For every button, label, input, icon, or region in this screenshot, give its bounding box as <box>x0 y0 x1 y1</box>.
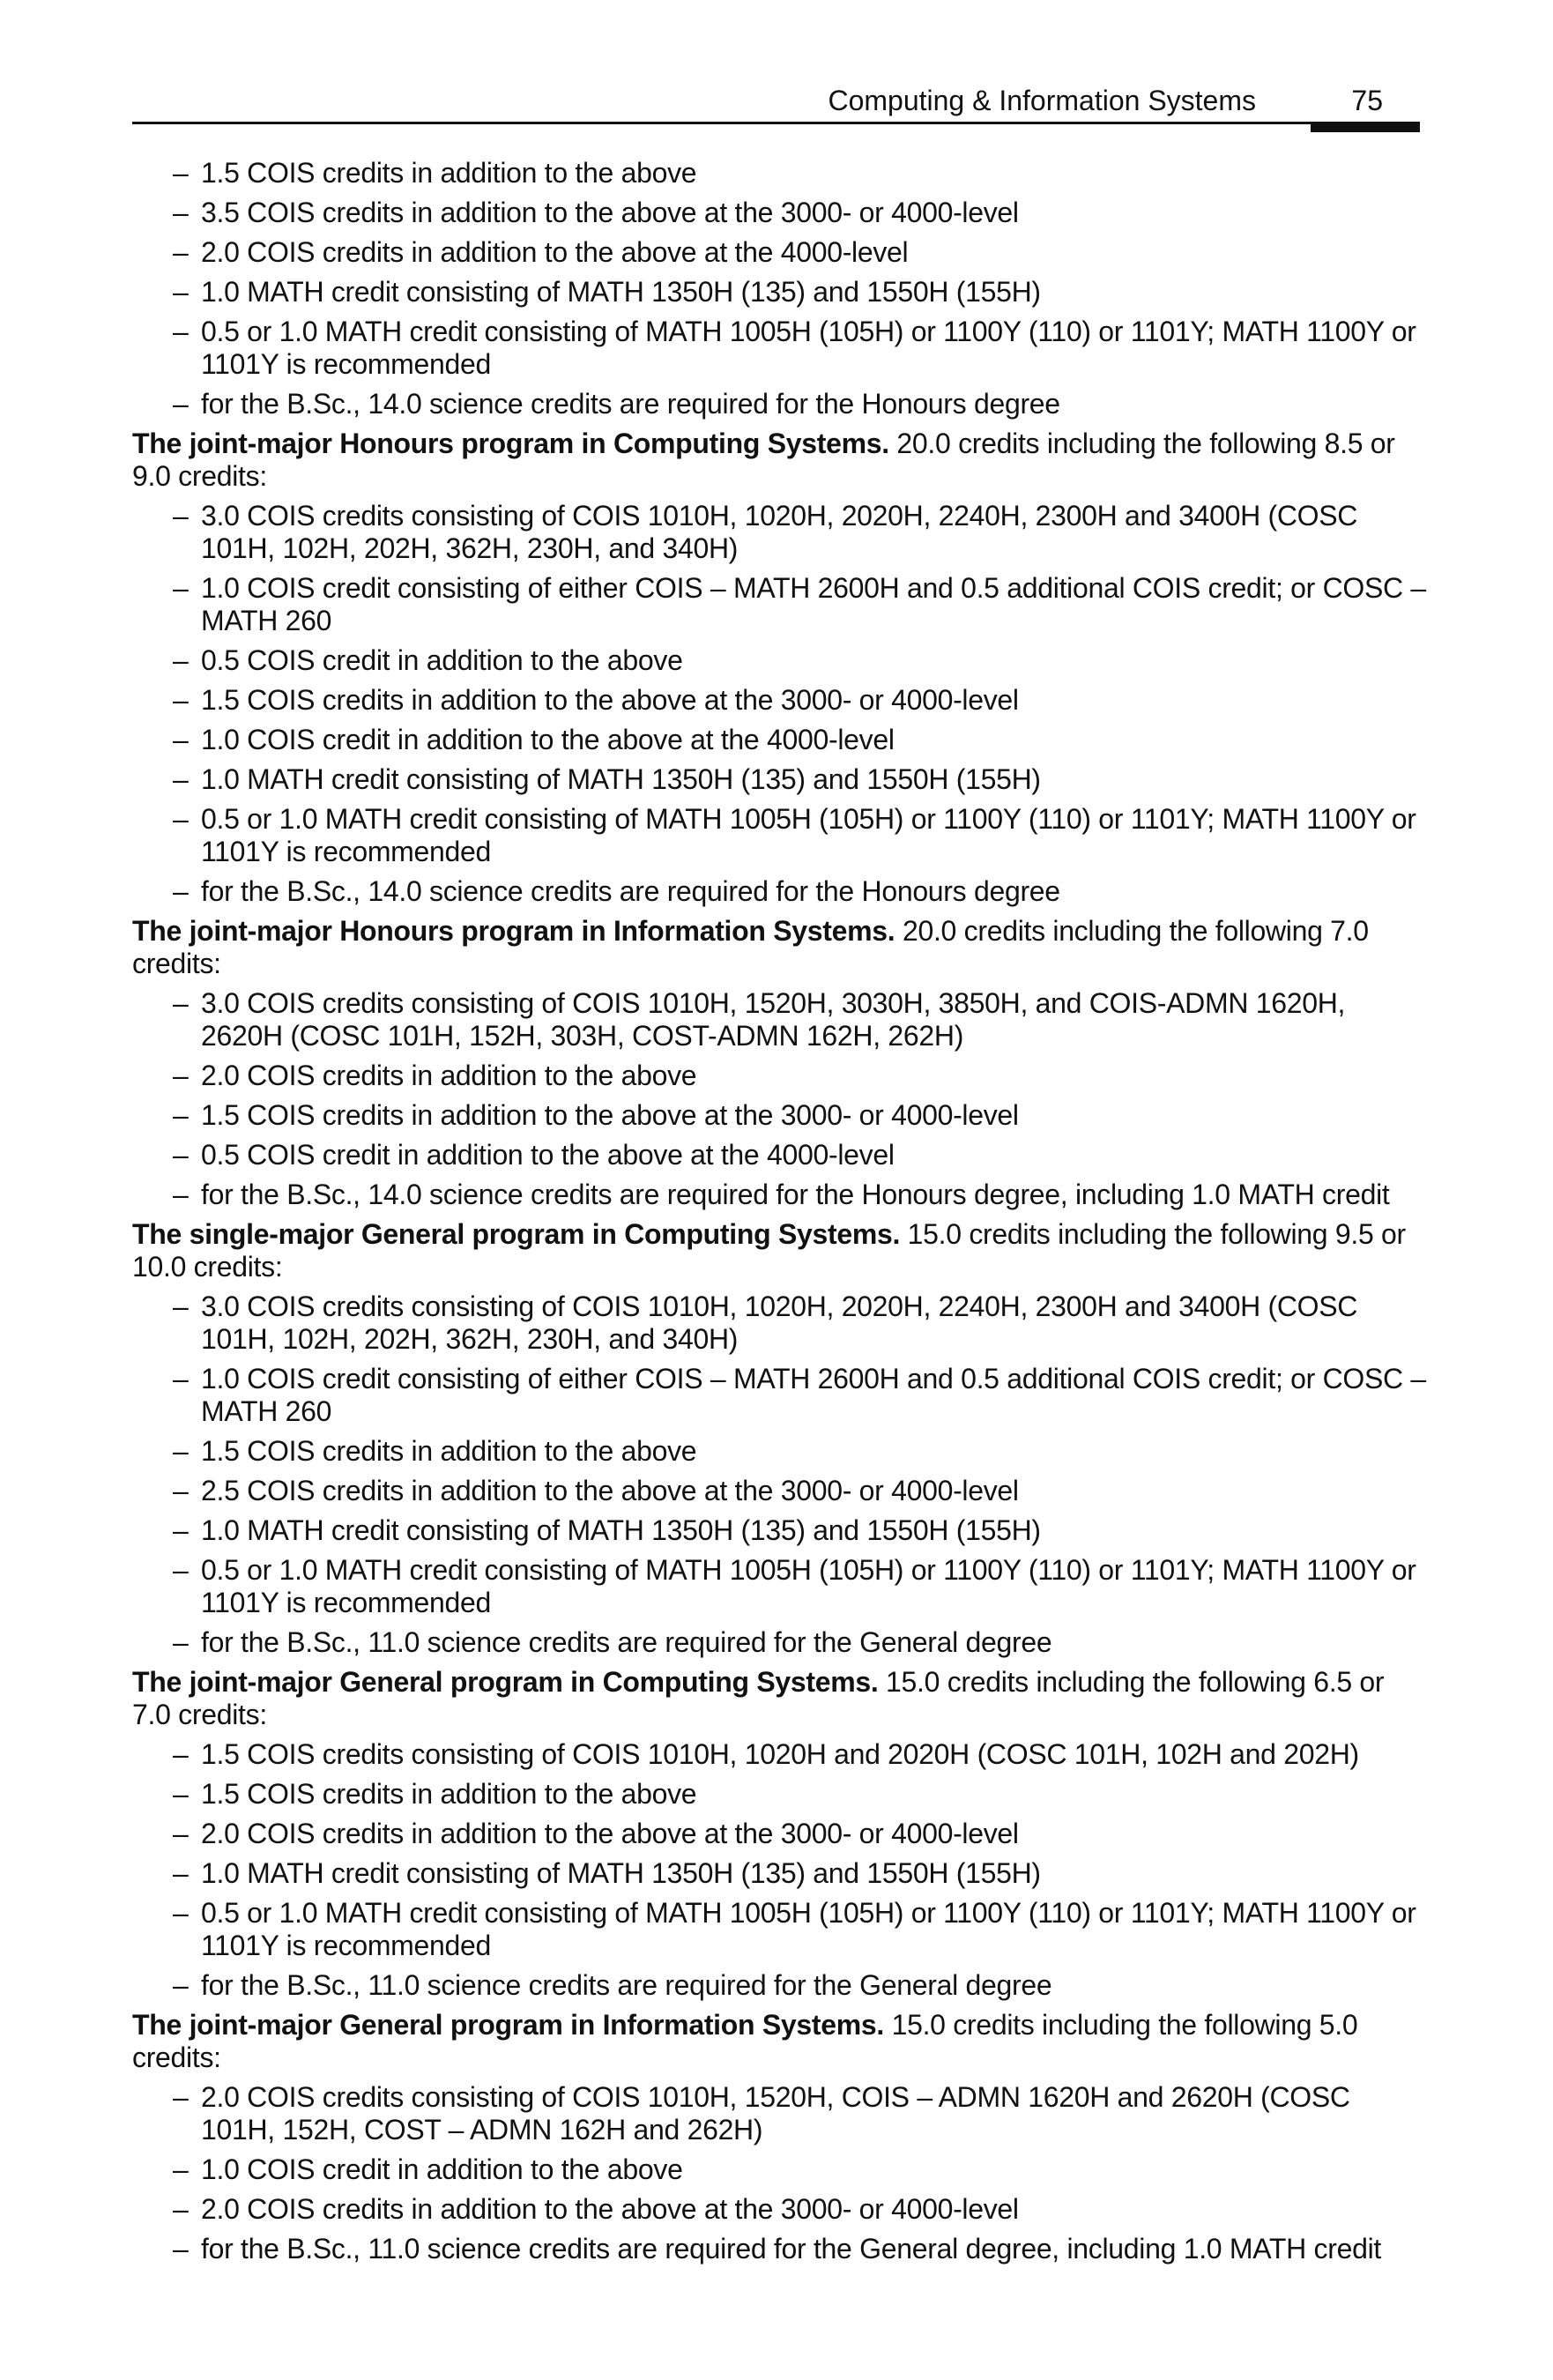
list-dash-bullet: – <box>173 2233 189 2265</box>
header-rule-bar <box>1311 122 1420 132</box>
requirement-list <box>132 987 1428 1211</box>
list-dash-bullet: – <box>173 1099 189 1131</box>
requirement-text: 1.5 COIS credits in addition to the above <box>201 1435 697 1467</box>
requirement-text: 0.5 or 1.0 MATH credit consisting of MATH 1005H (105H) or 1100Y (110) or 1101Y; MATH 1100Y or 1101Y is recommended <box>201 803 1416 867</box>
requirement-item <box>132 875 1428 908</box>
requirement-list <box>132 157 1428 420</box>
program-section <box>132 1666 1428 2002</box>
list-dash-bullet: – <box>173 1514 189 1546</box>
program-credit-summary: 15.0 credits including the following 5.0 credits: <box>132 2009 1358 2073</box>
requirement-item <box>132 276 1428 309</box>
requirement-item <box>132 1857 1428 1890</box>
requirement-text: 3.0 COIS credits consisting of COIS 1010H, 1020H, 2020H, 2240H, 2300H and 3400H (COSC 101H, 102H, 202H, 362H, 230H, and 340H) <box>201 500 1358 564</box>
program-heading <box>132 1666 1428 1731</box>
requirement-item <box>132 500 1428 565</box>
requirement-item <box>132 572 1428 637</box>
requirement-item <box>132 1554 1428 1619</box>
requirement-item <box>132 1514 1428 1547</box>
program-section <box>132 157 1428 420</box>
requirement-text: 2.0 COIS credits in addition to the above <box>201 1060 697 1091</box>
requirement-item <box>132 2193 1428 2226</box>
list-dash-bullet: – <box>173 1778 189 1810</box>
requirement-item <box>132 1778 1428 1811</box>
requirement-text: 1.0 COIS credit in addition to the above <box>201 2153 683 2185</box>
program-credit-summary: 15.0 credits including the following 9.5 or 10.0 credits: <box>132 1218 1406 1283</box>
requirement-item <box>132 1897 1428 1962</box>
requirement-text: for the B.Sc., 11.0 science credits are required for the General degree, including 1.0 MATH credit <box>201 2233 1381 2265</box>
requirement-item <box>132 684 1428 717</box>
list-dash-bullet: – <box>173 1857 189 1889</box>
requirement-item <box>132 644 1428 677</box>
list-dash-bullet: – <box>173 1290 189 1322</box>
list-dash-bullet: – <box>173 724 189 755</box>
requirement-text: 2.5 COIS credits in addition to the above at the 3000- or 4000-level <box>201 1475 1019 1506</box>
list-dash-bullet: – <box>173 1626 189 1658</box>
program-section <box>132 1218 1428 1659</box>
requirement-item <box>132 1179 1428 1211</box>
list-dash-bullet: – <box>173 1363 189 1395</box>
requirement-item <box>132 2153 1428 2186</box>
requirement-text: 1.5 COIS credits in addition to the above at the 3000- or 4000-level <box>201 1099 1019 1131</box>
list-dash-bullet: – <box>173 875 189 907</box>
list-dash-bullet: – <box>173 1475 189 1506</box>
running-header-title: Computing & Information Systems <box>828 85 1256 116</box>
requirement-item <box>132 316 1428 381</box>
requirement-text: 0.5 COIS credit in addition to the above <box>201 644 683 676</box>
requirement-text: 1.0 MATH credit consisting of MATH 1350H (135) and 1550H (155H) <box>201 1514 1041 1546</box>
list-dash-bullet: – <box>173 1435 189 1467</box>
program-requirements <box>132 157 1428 2272</box>
list-dash-bullet: – <box>173 2153 189 2185</box>
list-dash-bullet: – <box>173 763 189 795</box>
requirement-item <box>132 1290 1428 1356</box>
requirement-text: 3.5 COIS credits in addition to the above at the 3000- or 4000-level <box>201 197 1019 228</box>
requirement-text: for the B.Sc., 11.0 science credits are required for the General degree <box>201 1626 1052 1658</box>
program-credit-summary: 20.0 credits including the following 7.0 credits: <box>132 915 1369 979</box>
requirement-text: for the B.Sc., 11.0 science credits are required for the General degree <box>201 1969 1052 2001</box>
list-dash-bullet: – <box>173 1818 189 1849</box>
list-dash-bullet: – <box>173 157 189 189</box>
requirement-text: 1.5 COIS credits in addition to the above <box>201 1778 697 1810</box>
program-title: The joint-major General program in Information Systems. <box>132 2009 884 2041</box>
requirement-text: 0.5 or 1.0 MATH credit consisting of MATH 1005H (105H) or 1100Y (110) or 1101Y; MATH 1100Y or 1101Y is recommended <box>201 1897 1416 1961</box>
requirement-item <box>132 1969 1428 2002</box>
list-dash-bullet: – <box>173 1969 189 2001</box>
requirement-text: 0.5 or 1.0 MATH credit consisting of MATH 1005H (105H) or 1100Y (110) or 1101Y; MATH 1100Y or 1101Y is recommended <box>201 316 1416 380</box>
requirement-list <box>132 500 1428 908</box>
requirement-text: 1.0 COIS credit consisting of either COIS – MATH 2600H and 0.5 additional COIS credit; or COSC – MATH 260 <box>201 572 1426 636</box>
list-dash-bullet: – <box>173 2081 189 2113</box>
requirement-item <box>132 1626 1428 1659</box>
program-heading <box>132 1218 1428 1283</box>
list-dash-bullet: – <box>173 1554 189 1586</box>
requirement-item <box>132 1060 1428 1092</box>
program-heading <box>132 2009 1428 2074</box>
requirement-text: 0.5 COIS credit in addition to the above at the 4000-level <box>201 1139 895 1171</box>
program-credit-summary: 15.0 credits including the following 6.5 or 7.0 credits: <box>132 1666 1385 1730</box>
requirement-text: 1.0 COIS credit in addition to the above at the 4000-level <box>201 724 895 755</box>
requirement-text: 1.5 COIS credits consisting of COIS 1010H, 1020H and 2020H (COSC 101H, 102H and 202H) <box>201 1738 1359 1770</box>
requirement-item <box>132 803 1428 868</box>
program-title: The joint-major General program in Computing Systems. <box>132 1666 879 1698</box>
requirement-item <box>132 1435 1428 1468</box>
program-section <box>132 915 1428 1211</box>
requirement-item <box>132 987 1428 1052</box>
requirement-text: 3.0 COIS credits consisting of COIS 1010H, 1520H, 3030H, 3850H, and COIS-ADMN 1620H, 2620H (COSC 101H, 152H, 303H, COST-ADMN 162H, 262H) <box>201 987 1346 1052</box>
requirement-list <box>132 2081 1428 2265</box>
list-dash-bullet: – <box>173 1738 189 1770</box>
program-title: The joint-major Honours program in Computing Systems. <box>132 428 889 459</box>
requirement-item <box>132 1818 1428 1850</box>
requirement-item <box>132 763 1428 796</box>
requirement-text: for the B.Sc., 14.0 science credits are required for the Honours degree <box>201 875 1060 907</box>
list-dash-bullet: – <box>173 1179 189 1210</box>
requirement-text: 3.0 COIS credits consisting of COIS 1010H, 1020H, 2020H, 2240H, 2300H and 3400H (COSC 101H, 102H, 202H, 362H, 230H, and 340H) <box>201 1290 1358 1355</box>
requirement-item <box>132 724 1428 756</box>
requirement-text: 2.0 COIS credits consisting of COIS 1010H, 1520H, COIS – ADMN 1620H and 2620H (COSC 101H, 152H, COST – ADMN 162H and 262H) <box>201 2081 1350 2146</box>
program-credit-summary: 20.0 credits including the following 8.5 or 9.0 credits: <box>132 428 1395 492</box>
program-section <box>132 428 1428 908</box>
requirement-text: 2.0 COIS credits in addition to the above at the 3000- or 4000-level <box>201 2193 1019 2225</box>
requirement-item <box>132 1363 1428 1428</box>
requirement-item <box>132 157 1428 190</box>
list-dash-bullet: – <box>173 1897 189 1929</box>
requirement-text: 0.5 or 1.0 MATH credit consisting of MATH 1005H (105H) or 1100Y (110) or 1101Y; MATH 1100Y or 1101Y is recommended <box>201 1554 1416 1618</box>
page-number: 75 <box>1351 85 1383 116</box>
requirement-text: for the B.Sc., 14.0 science credits are required for the Honours degree, including 1.0 MATH credit <box>201 1179 1390 1210</box>
requirement-text: for the B.Sc., 14.0 science credits are required for the Honours degree <box>201 388 1060 420</box>
requirement-item <box>132 1099 1428 1132</box>
requirement-list <box>132 1290 1428 1659</box>
program-section <box>132 2009 1428 2265</box>
program-heading <box>132 428 1428 493</box>
list-dash-bullet: – <box>173 803 189 835</box>
list-dash-bullet: – <box>173 2193 189 2225</box>
requirement-item <box>132 236 1428 269</box>
list-dash-bullet: – <box>173 388 189 420</box>
requirement-text: 2.0 COIS credits in addition to the above at the 3000- or 4000-level <box>201 1818 1019 1849</box>
list-dash-bullet: – <box>173 987 189 1019</box>
requirement-item <box>132 2233 1428 2265</box>
requirement-text: 1.5 COIS credits in addition to the above <box>201 157 697 189</box>
requirement-text: 1.0 COIS credit consisting of either COIS – MATH 2600H and 0.5 additional COIS credit; or COSC – MATH 260 <box>201 1363 1426 1427</box>
requirement-text: 2.0 COIS credits in addition to the above at the 4000-level <box>201 236 909 268</box>
requirement-item <box>132 197 1428 229</box>
requirement-item <box>132 388 1428 420</box>
requirement-text: 1.0 MATH credit consisting of MATH 1350H (135) and 1550H (155H) <box>201 1857 1041 1889</box>
program-heading <box>132 915 1428 980</box>
list-dash-bullet: – <box>173 1060 189 1091</box>
requirement-item <box>132 1475 1428 1507</box>
requirement-list <box>132 1738 1428 2002</box>
program-title: The single-major General program in Computing Systems. <box>132 1218 901 1250</box>
list-dash-bullet: – <box>173 500 189 532</box>
list-dash-bullet: – <box>173 197 189 228</box>
requirement-text: 1.0 MATH credit consisting of MATH 1350H (135) and 1550H (155H) <box>201 276 1041 308</box>
list-dash-bullet: – <box>173 684 189 716</box>
requirement-text: 1.0 MATH credit consisting of MATH 1350H (135) and 1550H (155H) <box>201 763 1041 795</box>
list-dash-bullet: – <box>173 572 189 604</box>
list-dash-bullet: – <box>173 1139 189 1171</box>
program-title: The joint-major Honours program in Information Systems. <box>132 915 895 947</box>
page-header <box>132 78 1420 124</box>
list-dash-bullet: – <box>173 236 189 268</box>
list-dash-bullet: – <box>173 316 189 347</box>
list-dash-bullet: – <box>173 644 189 676</box>
requirement-text: 1.5 COIS credits in addition to the above at the 3000- or 4000-level <box>201 684 1019 716</box>
requirement-item <box>132 1738 1428 1771</box>
list-dash-bullet: – <box>173 276 189 308</box>
requirement-item <box>132 2081 1428 2146</box>
requirement-item <box>132 1139 1428 1171</box>
